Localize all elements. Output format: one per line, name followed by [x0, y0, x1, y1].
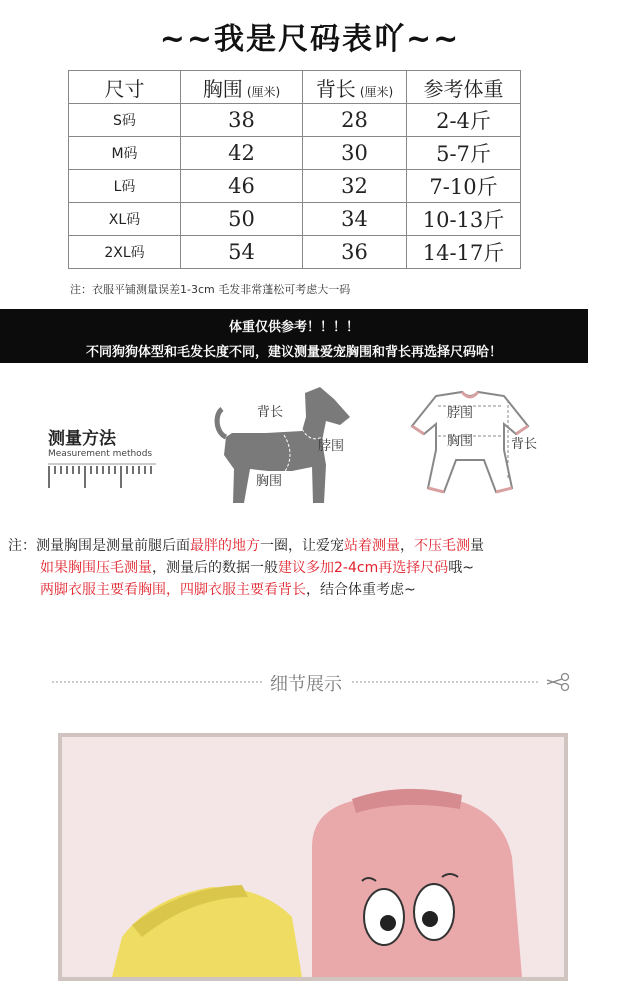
measurement-error-note: 注：衣服平铺测量误差1-3cm 毛发非常蓬松可考虑大一码 — [70, 283, 351, 296]
tips-text: ，结合体重考虑~ — [306, 582, 416, 598]
tips-text: 一圈，让爱宠 — [260, 538, 344, 554]
cell-size: S码 — [69, 104, 181, 137]
header-chest-unit: (厘米) — [246, 84, 281, 99]
banner-line-2: 不同狗狗体型和毛发长度不同，建议测量爱宠胸围和背长再选择尺码哈！ — [85, 345, 502, 360]
size-table — [68, 70, 521, 269]
header-weight: 参考体重 — [407, 71, 521, 104]
cell-chest: 46 — [181, 170, 303, 203]
table-row — [69, 104, 521, 137]
cell-size: L码 — [69, 170, 181, 203]
header-back-unit: (厘米) — [359, 84, 394, 99]
cell-weight: 7-10斤 — [407, 170, 521, 203]
page-title: ~~我是尺码表吖~~ — [159, 22, 461, 57]
header-size: 尺寸 — [69, 71, 181, 104]
cell-size: XL码 — [69, 203, 181, 236]
tips-text: ，测量后的数据一般 — [152, 560, 278, 576]
banner-line-1: 体重仅供参考！！！！ — [228, 320, 359, 335]
table-row — [69, 137, 521, 170]
cell-back: 36 — [303, 236, 407, 269]
tips-line-2 — [8, 557, 608, 579]
ruler-icon — [48, 462, 156, 490]
measure-title: 测量方法 — [48, 429, 116, 449]
header-back — [303, 71, 407, 104]
cell-weight: 2-4斤 — [407, 104, 521, 137]
tips-line-1 — [8, 535, 608, 557]
tips-highlight: 最胖的地方 — [190, 538, 260, 554]
dog-chest-label: 胸围 — [256, 474, 283, 489]
cell-back: 28 — [303, 104, 407, 137]
cell-back: 30 — [303, 137, 407, 170]
tips-text: ， — [400, 538, 414, 554]
cell-chest: 50 — [181, 203, 303, 236]
cloth-neck-label: 脖围 — [447, 406, 474, 421]
tips-highlight: 站着测量 — [344, 538, 400, 554]
tips-highlight: 两脚衣服主要看胸围，四脚衣服主要看背长 — [40, 582, 306, 598]
cell-size: M码 — [69, 137, 181, 170]
cloth-chest-label: 胸围 — [447, 434, 474, 449]
weight-notice-banner — [0, 309, 588, 363]
product-detail-photo — [58, 733, 568, 981]
header-back-label: 背长 — [315, 76, 356, 101]
measure-subtitle: Measurement methods — [48, 449, 153, 459]
table-row — [69, 236, 521, 269]
tips-line-3 — [8, 579, 608, 601]
tips-text: 哦~ — [448, 560, 474, 576]
scissors-icon — [546, 672, 570, 692]
header-chest — [181, 71, 303, 104]
header-chest-label: 胸围 — [202, 76, 243, 101]
cell-weight: 14-17斤 — [407, 236, 521, 269]
cell-size: 2XL码 — [69, 236, 181, 269]
cloth-back-length-label: 背长 — [511, 437, 538, 452]
cell-back: 34 — [303, 203, 407, 236]
detail-title: 细节展示 — [262, 670, 350, 696]
table-row — [69, 203, 521, 236]
tips-highlight: 建议多加2-4cm再选择尺码 — [278, 560, 449, 576]
table-row — [69, 170, 521, 203]
detail-section-header — [52, 670, 572, 694]
tips-highlight: 如果胸围压毛测量 — [40, 560, 152, 576]
tips-highlight: 不压毛测 — [414, 538, 470, 554]
dog-back-length-label: 背长 — [257, 405, 284, 420]
cell-weight: 10-13斤 — [407, 203, 521, 236]
tips-text: 量 — [470, 538, 484, 554]
tips-text: 注：测量胸围是测量前腿后面 — [8, 538, 190, 554]
measurement-tips — [8, 535, 608, 601]
cell-chest: 54 — [181, 236, 303, 269]
pet-sweaters-image — [62, 737, 564, 977]
cell-weight: 5-7斤 — [407, 137, 521, 170]
table-header-row — [69, 71, 521, 104]
cell-chest: 38 — [181, 104, 303, 137]
cell-chest: 42 — [181, 137, 303, 170]
cell-back: 32 — [303, 170, 407, 203]
dog-neck-label: 脖围 — [318, 439, 345, 454]
